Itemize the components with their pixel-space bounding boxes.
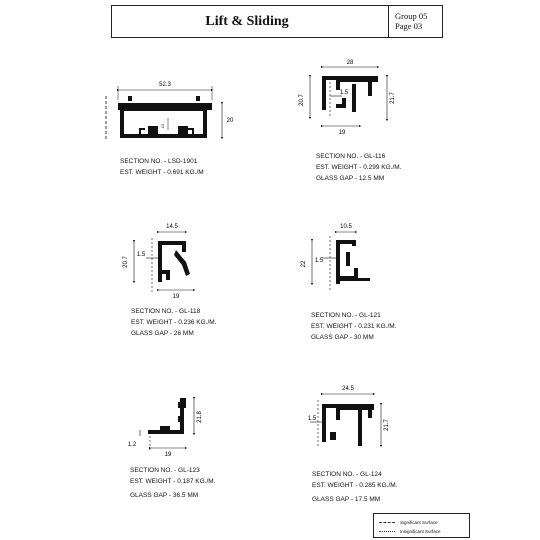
- glass-gap: GLASS GAP - 12.5 MM: [316, 175, 385, 182]
- spec-gl-118: [131, 308, 216, 341]
- section-number: SECTION NO. - GL-116: [316, 153, 386, 160]
- dim-gl118-bottom: 19: [172, 294, 180, 300]
- legend-significant-label: Significant Surface: [400, 520, 438, 525]
- profile-gl-116: [310, 67, 387, 126]
- section-number: SECTION NO. - GL-123: [130, 467, 200, 474]
- profile-gl-124: [307, 394, 381, 446]
- dim-lsd-height: 20: [226, 118, 234, 124]
- spec-gl-124: [312, 471, 397, 507]
- dim-gl124-height: 21.7: [384, 419, 390, 431]
- glass-gap: GLASS GAP - 30 MM: [311, 334, 374, 341]
- profile-gl-123: [140, 398, 194, 452]
- dim-gl116-right: 21.7: [390, 92, 396, 104]
- profile-gl-118: [134, 232, 194, 292]
- section-number: SECTION NO. - GL-118: [131, 308, 201, 315]
- glass-gap: GLASS GAP - 26 MM: [131, 330, 194, 337]
- dim-gl123-bottom: 19: [164, 452, 172, 458]
- section-number: SECTION NO. - GL-124: [312, 471, 382, 478]
- dim-gl118-height: 20.7: [123, 256, 129, 268]
- dim-lsd-width: 52.3: [159, 82, 171, 88]
- spec-gl-116: [316, 153, 401, 186]
- legend-insignificant: [379, 529, 441, 534]
- dim-gl118-gap: 1.5: [136, 252, 146, 258]
- legend-insignificant-label: Insignificant Surface: [400, 529, 441, 534]
- dim-gl116-width: 28: [346, 60, 354, 66]
- dim-gl123-lip: 1.2: [127, 442, 137, 448]
- legend-significant: [379, 520, 438, 525]
- est-weight: EST. WEIGHT - 0.299 KG./M.: [316, 164, 402, 171]
- page-title: Lift & Sliding: [205, 13, 289, 29]
- section-number: SECTION NO. - GL-121: [311, 312, 381, 319]
- spec-gl-121: [311, 312, 396, 345]
- dotted-line-swatch: [379, 531, 395, 532]
- dim-gl121-height: 22: [301, 260, 307, 268]
- profile-lsd-1901: [106, 86, 222, 140]
- dim-gl121-gap: 1.5: [314, 258, 324, 264]
- est-weight: EST. WEIGHT - 0.285 KG./M.: [312, 482, 398, 489]
- est-weight: EST. WEIGHT - 0.691 KG./M: [120, 169, 204, 176]
- est-weight: EST. WEIGHT - 0.231 KG./M.: [311, 323, 397, 330]
- dim-gl118-width: 14.5: [166, 224, 178, 230]
- dim-gl124-gap: 1.5: [307, 416, 317, 422]
- surface-legend: [373, 513, 470, 538]
- spec-lsd-1901: [120, 158, 204, 180]
- est-weight: EST. WEIGHT - 0.236 KG./M.: [131, 319, 217, 326]
- dim-lsd-small: 12: [160, 123, 165, 129]
- spec-gl-123: [130, 467, 215, 503]
- dim-gl116-gap: 1.5: [339, 90, 349, 96]
- dashed-line-swatch: [379, 522, 395, 523]
- est-weight: EST. WEIGHT - 0.187 KG./M.: [130, 478, 216, 485]
- page-label: Page 03: [395, 21, 423, 31]
- glass-gap: GLASS GAP - 17.5 MM: [312, 496, 381, 503]
- dim-gl121-width: 10.5: [340, 224, 352, 230]
- glass-gap: GLASS GAP - 36.5 MM: [130, 492, 199, 499]
- section-number: SECTION NO. - LSD-1901: [120, 158, 198, 165]
- dim-gl124-width: 24.5: [342, 386, 354, 392]
- dim-gl123-height: 21.8: [197, 411, 203, 423]
- dim-gl116-left: 20.7: [299, 94, 305, 106]
- dim-gl116-bottom: 19: [338, 130, 346, 136]
- group-label: Group 05: [395, 11, 428, 21]
